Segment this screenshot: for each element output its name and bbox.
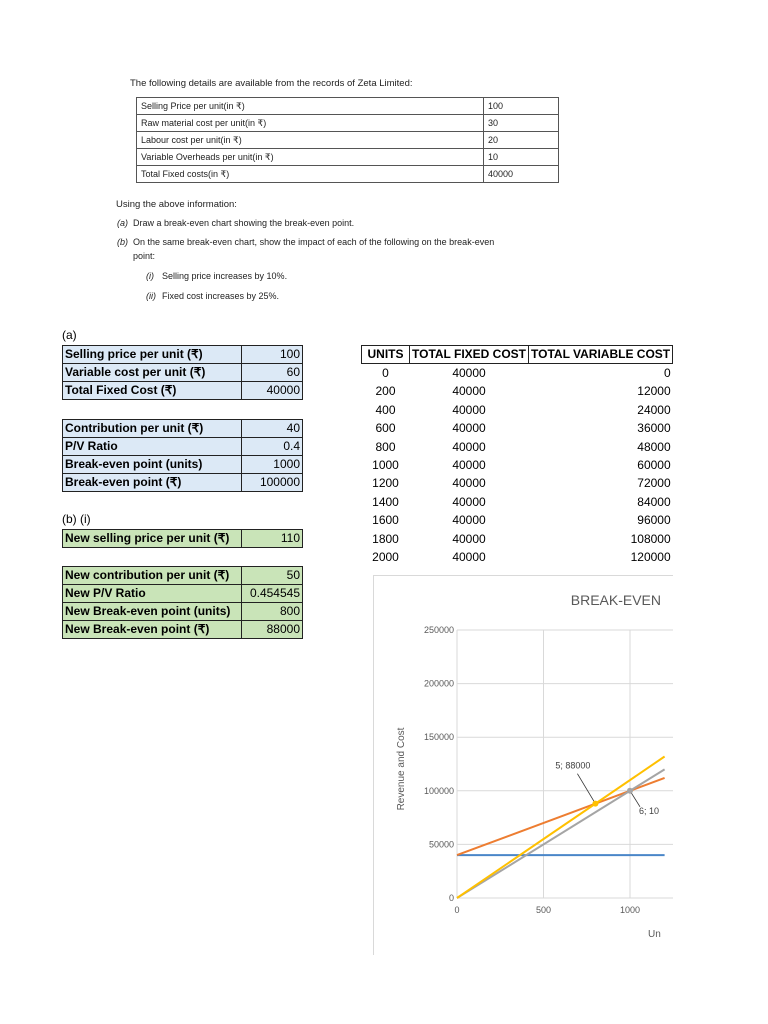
table-row (63, 456, 303, 474)
x-tick-label: 1000 (619, 905, 641, 915)
table-row (63, 382, 303, 400)
table-row (63, 474, 303, 492)
annotation-leader (577, 774, 595, 804)
table-row (63, 438, 303, 456)
table-cell: 40000 (452, 366, 486, 380)
data-label: 6; 10 (639, 805, 660, 816)
table-row (362, 548, 673, 566)
question-a-label: (a) (117, 218, 128, 228)
table-row (137, 115, 559, 132)
table-cell: 108000 (630, 531, 671, 546)
chart-svg (373, 575, 673, 955)
table-row (63, 364, 303, 382)
problem-intro: The following details are available from the records of Zeta Limited: (130, 78, 413, 89)
y-tick-label: 150000 (423, 732, 454, 743)
table-row (362, 456, 673, 474)
table-cell: 40000 (452, 421, 486, 436)
given-value: 100 (484, 98, 559, 115)
given-value: 30 (484, 115, 559, 132)
new-results-table (62, 566, 303, 639)
metric-value: 40000 (242, 382, 303, 400)
table-row (137, 132, 559, 149)
table-cell: 40000 (452, 476, 486, 491)
table-row (63, 621, 303, 639)
table-cell: 48000 (637, 439, 671, 454)
break-even-chart (373, 575, 673, 955)
y-axis-label: Revenue and Cost (396, 727, 407, 811)
given-label: Raw material cost per unit(in ₹) (137, 115, 484, 132)
column-header: TOTAL FIXED COST (410, 346, 529, 364)
metric-value: 50 (242, 567, 303, 585)
table-cell: 0 (663, 366, 671, 380)
cost-table (361, 345, 673, 566)
table-row (137, 166, 559, 183)
y-tick-label: 50000 (428, 839, 454, 850)
data-label: 5; 88000 (555, 760, 591, 771)
table-row (63, 585, 303, 603)
new-price-table (62, 529, 303, 548)
table-cell: 40000 (452, 531, 486, 546)
table-cell: 1600 (372, 513, 399, 528)
table-cell: 800 (375, 439, 396, 454)
table-cell: 400 (375, 402, 396, 417)
table-row (362, 419, 673, 437)
table-row (63, 603, 303, 621)
x-axis-label: Un (648, 929, 661, 940)
question-i-text: Selling price increases by 10%. (162, 271, 288, 281)
table-cell: 1200 (372, 476, 399, 491)
given-value: 20 (484, 132, 559, 149)
metric-value: 100000 (242, 474, 303, 492)
question-ii-text: Fixed cost increases by 25%. (162, 291, 280, 301)
table-cell: 120000 (630, 550, 671, 565)
table-cell: 12000 (637, 384, 671, 399)
question-b-label: (b) (117, 237, 128, 247)
table-row (63, 567, 303, 585)
metric-label: Break-even point (units) (63, 456, 242, 474)
metric-value: 0.454545 (242, 585, 303, 603)
metric-label: P/V Ratio (63, 438, 242, 456)
question-b-text-cont: point: (133, 251, 156, 261)
chart-title: BREAK-EVEN (570, 592, 661, 608)
metric-label: New contribution per unit (₹) (63, 567, 242, 585)
table-cell: 40000 (452, 513, 486, 528)
table-row (63, 530, 303, 548)
metric-label: Contribution per unit (₹) (63, 420, 242, 438)
given-label: Variable Overheads per unit(in ₹) (137, 149, 484, 166)
question-b-text: On the same break-even chart, show the impact of each of the following on the break-even (133, 237, 495, 247)
table-cell: 1000 (372, 458, 399, 473)
x-tick-label: 500 (535, 905, 552, 915)
table-cell: 40000 (452, 494, 486, 509)
table-row (362, 382, 673, 400)
metric-value: 88000 (242, 621, 303, 639)
table-row (137, 149, 559, 166)
series-line-2 (457, 769, 665, 898)
metric-value: 40 (242, 420, 303, 438)
table-cell: 40000 (452, 439, 486, 454)
break-even-point-marker (592, 801, 598, 807)
metric-label: New selling price per unit (₹) (63, 530, 242, 548)
table-row (362, 474, 673, 492)
question-a-text: Draw a break-even chart showing the break-even point. (133, 218, 355, 228)
table-row (362, 364, 673, 383)
table-cell: 96000 (637, 513, 671, 528)
given-details-table (136, 97, 559, 183)
metric-label: Total Fixed Cost (₹) (63, 382, 242, 400)
table-cell: 40000 (452, 384, 486, 399)
table-cell: 0 (382, 366, 389, 380)
section-a-label: (a) (62, 328, 77, 342)
table-row (362, 511, 673, 529)
section-bi-label: (b) (i) (62, 512, 91, 526)
table-cell: 24000 (637, 402, 671, 417)
y-tick-label: 200000 (423, 678, 454, 689)
using-text: Using the above information: (116, 199, 237, 210)
metric-label: Variable cost per unit (₹) (63, 364, 242, 382)
table-cell: 40000 (452, 550, 486, 565)
metric-label: Break-even point (₹) (63, 474, 242, 492)
given-value: 10 (484, 149, 559, 166)
table-cell: 1400 (372, 494, 399, 509)
table-row (137, 98, 559, 115)
metric-value: 100 (242, 346, 303, 364)
y-tick-label: 100000 (423, 785, 454, 796)
results-table (62, 419, 303, 492)
inputs-table (62, 345, 303, 400)
y-tick-label: 0 (448, 893, 454, 903)
given-label: Labour cost per unit(in ₹) (137, 132, 484, 149)
given-value: 40000 (484, 166, 559, 183)
series-line-3 (457, 756, 665, 898)
question-ii-label: (ii) (146, 291, 156, 301)
question-i-label: (i) (146, 271, 154, 281)
table-row (63, 420, 303, 438)
table-cell: 84000 (637, 494, 671, 509)
table-cell: 1800 (372, 531, 399, 546)
given-label: Selling Price per unit(in ₹) (137, 98, 484, 115)
table-cell: 60000 (637, 458, 671, 473)
table-cell: 40000 (452, 458, 486, 473)
table-row (63, 346, 303, 364)
table-cell: 36000 (637, 421, 671, 436)
table-row (362, 401, 673, 419)
table-row (362, 493, 673, 511)
table-cell: 40000 (452, 402, 486, 417)
given-label: Total Fixed costs(in ₹) (137, 166, 484, 183)
table-cell: 2000 (372, 550, 399, 565)
table-row (362, 530, 673, 548)
metric-value: 110 (242, 530, 303, 548)
metric-label: New Break-even point (₹) (63, 621, 242, 639)
column-header: TOTAL VARIABLE COST (529, 346, 673, 364)
table-cell: 200 (375, 384, 396, 399)
metric-label: New Break-even point (units) (63, 603, 242, 621)
y-tick-label: 250000 (423, 625, 454, 635)
metric-value: 0.4 (242, 438, 303, 456)
x-tick-label: 0 (454, 905, 460, 915)
column-header: UNITS (362, 346, 410, 364)
metric-label: Selling price per unit (₹) (63, 346, 242, 364)
metric-value: 1000 (242, 456, 303, 474)
break-even-point-marker (627, 788, 633, 794)
metric-label: New P/V Ratio (63, 585, 242, 603)
table-row (362, 438, 673, 456)
table-cell: 600 (375, 421, 396, 436)
metric-value: 60 (242, 364, 303, 382)
metric-value: 800 (242, 603, 303, 621)
table-cell: 72000 (637, 476, 671, 491)
